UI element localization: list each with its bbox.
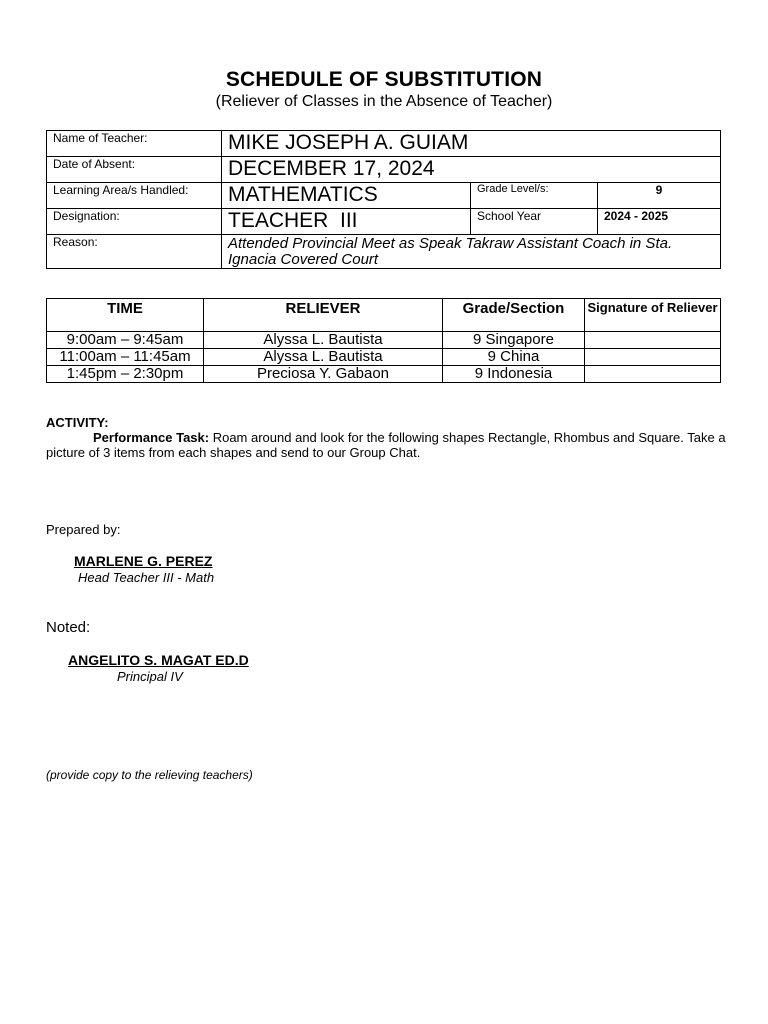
table-row — [47, 349, 721, 366]
reliever-cell: Alyssa L. Bautista — [204, 332, 443, 349]
document-title: SCHEDULE OF SUBSTITUTION — [225, 68, 543, 91]
learning-area-value: MATHEMATICS — [222, 183, 471, 209]
table-row — [47, 332, 721, 349]
prepared-by-label: Prepared by: — [46, 522, 121, 537]
info-row-learning-area — [47, 183, 721, 209]
noted-by-role: Principal IV — [117, 669, 183, 684]
signature-header: Signature of Reliever — [585, 299, 721, 332]
time-cell: 9:00am – 9:45am — [47, 332, 204, 349]
signature-cell — [585, 349, 721, 366]
teacher-info-table — [46, 130, 721, 269]
time-cell: 1:45pm – 2:30pm — [47, 366, 204, 383]
time-cell: 11:00am – 11:45am — [47, 349, 204, 366]
noted-label: Noted: — [46, 619, 91, 636]
date-absent-value: DECEMBER 17, 2024 — [222, 157, 721, 183]
signature-cell — [585, 332, 721, 349]
noted-by-name: ANGELITO S. MAGAT ED.D — [68, 652, 249, 668]
footer-note: (provide copy to the relieving teachers) — [46, 768, 253, 782]
performance-task-label: Performance Task: — [93, 430, 210, 445]
grade-section-header: Grade/Section — [443, 299, 585, 332]
signature-cell — [585, 366, 721, 383]
activity-heading: ACTIVITY: — [46, 415, 109, 430]
info-row-designation — [47, 209, 721, 235]
teacher-name-value: MIKE JOSEPH A. GUIAM — [222, 131, 721, 157]
info-row-teacher — [47, 131, 721, 157]
designation-value: TEACHER III — [222, 209, 471, 235]
reliever-cell: Alyssa L. Bautista — [204, 349, 443, 366]
activity-description — [46, 430, 726, 460]
designation-label: Designation: — [47, 209, 222, 235]
reason-value: Attended Provincial Meet as Speak Takraw Assistant Coach in Sta. Ignacia Covered Court — [222, 235, 721, 269]
section-cell: 9 Singapore — [443, 332, 585, 349]
learning-area-label: Learning Area/s Handled: — [47, 183, 222, 209]
performance-task-text: Roam around and look for the following shapes Rectangle, Rhombus and Square. Take a picture of 3 items from each shapes and send to our Group Chat. — [46, 430, 726, 460]
reliever-header: RELIEVER — [204, 299, 443, 332]
date-absent-label: Date of Absent: — [47, 157, 222, 183]
substitution-schedule-table — [46, 298, 721, 383]
schedule-header-row — [47, 299, 721, 332]
school-year-value: 2024 - 2025 — [598, 209, 721, 235]
section-cell: 9 China — [443, 349, 585, 366]
prepared-by-role: Head Teacher III - Math — [78, 570, 215, 585]
reason-label: Reason: — [47, 235, 222, 269]
document-subtitle: (Reliever of Classes in the Absence of Teacher) — [215, 93, 553, 110]
info-row-date — [47, 157, 721, 183]
prepared-by-name: MARLENE G. PEREZ — [74, 553, 213, 569]
grade-level-label: Grade Level/s: — [471, 183, 598, 209]
reliever-cell: Preciosa Y. Gabaon — [204, 366, 443, 383]
table-row — [47, 366, 721, 383]
time-header: TIME — [47, 299, 204, 332]
grade-level-value: 9 — [598, 183, 721, 209]
info-row-reason — [47, 235, 721, 269]
teacher-name-label: Name of Teacher: — [47, 131, 222, 157]
school-year-label: School Year — [471, 209, 598, 235]
section-cell: 9 Indonesia — [443, 366, 585, 383]
